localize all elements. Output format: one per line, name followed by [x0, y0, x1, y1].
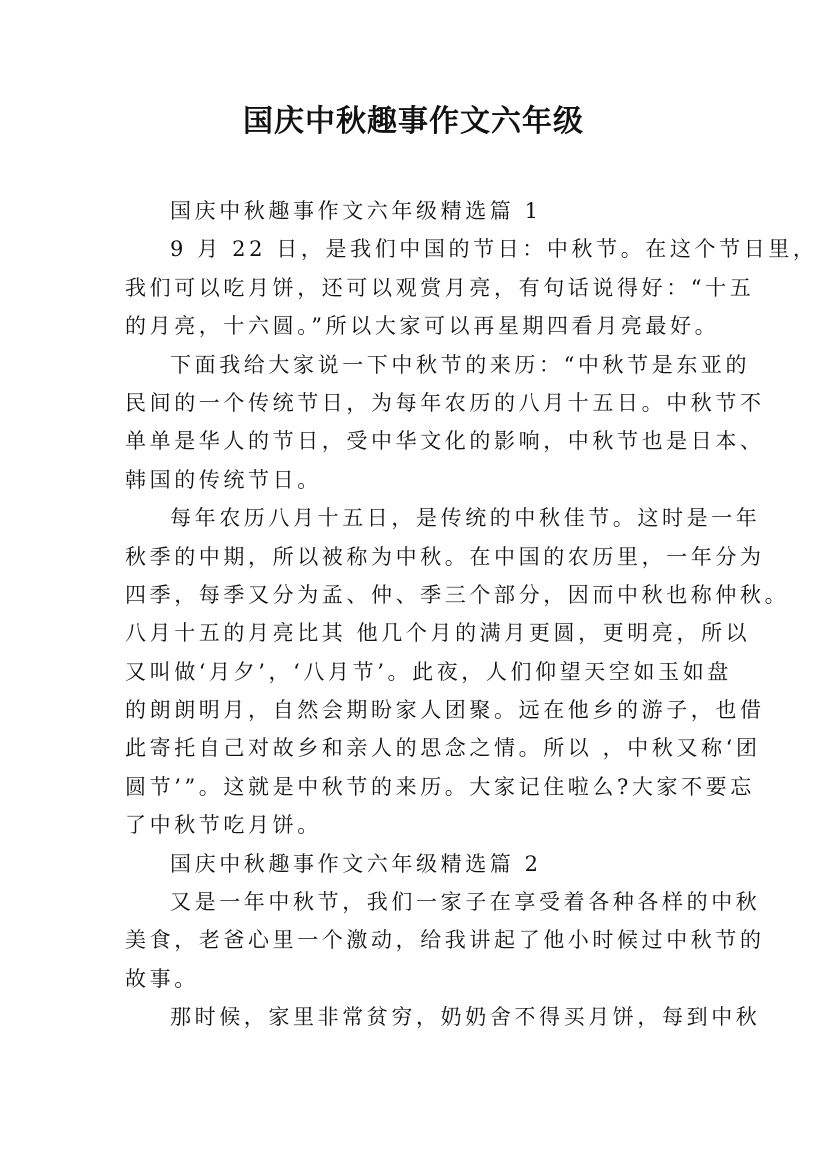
paragraph-line: 八月十五的月亮比其 他几个月的满月更圆，更明亮，所以 [125, 621, 751, 646]
paragraph-line: 民间的一个传统节日，为每年农历的八月十五日。中秋节不 [125, 390, 765, 415]
paragraph-line: 了中秋节吃月饼。 [125, 813, 322, 838]
paragraph-line: 四季，每季又分为孟、仲、季三个部分，因而中秋也称仲秋。 [125, 582, 790, 607]
paragraph-line: 单单是华人的节日，受中华文化的影响，中秋节也是日本、 [125, 429, 765, 454]
paragraph-line: 下面我给大家说一下中秋节的来历：“中秋节是东亚的 [170, 352, 751, 377]
document-title: 国庆中秋趣事作文六年级 [243, 104, 584, 139]
paragraph-line: 故事。 [125, 966, 199, 991]
paragraph-line: 又叫做‘月夕’，‘八月节’。此夜，人们仰望天空如玉如盘 [125, 659, 732, 684]
document-body [125, 192, 818, 1037]
paragraph-line: 又是一年中秋节，我们一家子在享受着各种各样的中秋 [170, 890, 761, 915]
paragraph-line: 秋季的中期，所以被称为中秋。在中国的农历里，一年分为 [125, 544, 765, 569]
section-heading-2: 国庆中秋趣事作文六年级精选篇 2 [170, 851, 542, 876]
paragraph-line: 9 月 22 日，是我们中国的节日：中秋节。在这个节日里， [170, 237, 818, 262]
paragraph-line: 圆节’”。这就是中秋节的来历。大家记住啦么?大家不要忘 [125, 774, 755, 799]
paragraph-line: 我们可以吃月饼，还可以观赏月亮，有句话说得好：“十五 [125, 275, 755, 300]
paragraph-line: 每年农历八月十五日，是传统的中秋佳节。这时是一年 [170, 506, 761, 531]
paragraph-line: 此寄托自己对故乡和亲人的思念之情。所以 ，中秋又称‘团 [125, 736, 761, 761]
paragraph-line: 美食，老爸心里一个激动，给我讲起了他小时候过中秋节的 [125, 928, 765, 953]
paragraph-line: 的月亮，十六圆。”所以大家可以再星期四看月亮最好。 [125, 314, 720, 339]
paragraph-line: 那时候，家里非常贫穷，奶奶舍不得买月饼，每到中秋 [170, 1005, 761, 1030]
paragraph-line: 的朗朗明月，自然会期盼家人团聚。远在他乡的游子，也借 [125, 698, 765, 723]
section-heading-1: 国庆中秋趣事作文六年级精选篇 1 [170, 199, 542, 223]
paragraph-line: 韩国的传统节日。 [125, 467, 322, 492]
